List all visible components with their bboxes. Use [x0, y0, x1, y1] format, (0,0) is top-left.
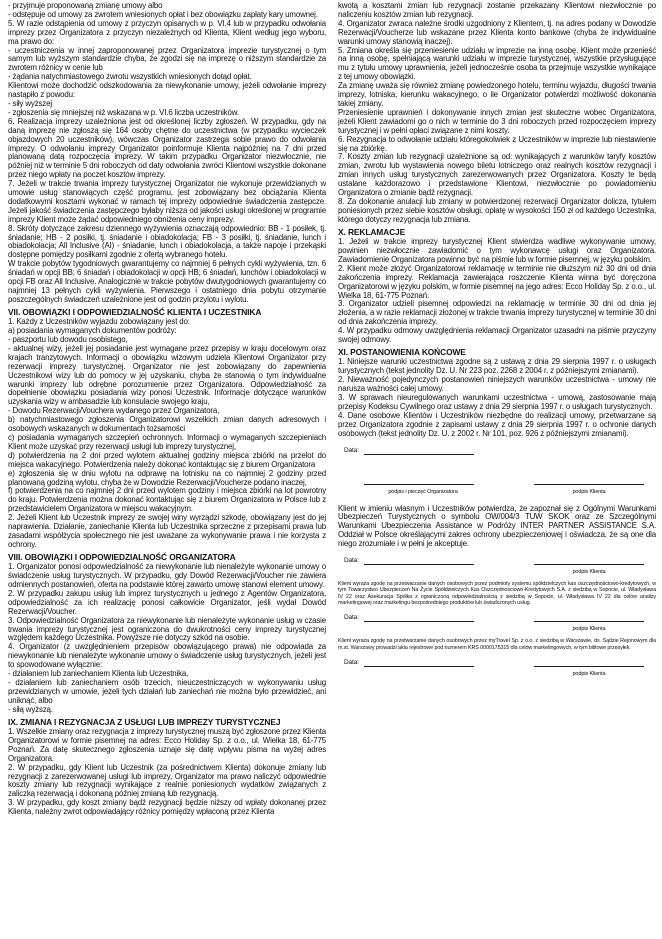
- date-line[interactable]: [364, 454, 474, 455]
- paragraph: 5. W razie odstąpienia od umowy z przyczyn opisanych w p. VI.4 lub w przypadku odwołania imprezy przez Organizatora z przyczyn niezależnych od Klienta, Klient według jego wyboru, ma prawo do:: [8, 18, 326, 46]
- paragraph: - siły wyższej: [8, 98, 52, 108]
- organizer-signature-line[interactable]: [364, 484, 474, 485]
- paragraph: 8. Skróty dotyczące zakresu dziennego wyżywienia oznaczają odpowiednio: BB - 1 posiłek, tj. śniadanie; HB - 2 posiłki, tj. śniadanie i obiadokolacja; FB - 3 posiłki, tj. śniadanie, lunch i obiadokolacja; All Inclusive (AI) - śniadanie, lunch i obiadokolacja, a także napoje i przekąski dostępne pomiędzy posiłkami zgodnie z ofertą wybranego hotelu.: [8, 223, 326, 260]
- paragraph: b) natychmiastowego zgłoszenia Organizatorowi wszelkich zmian danych adresowych i osobowych wskazanych w dokumentach tożsamości: [8, 415, 326, 434]
- paragraph: - działaniem lub zaniechaniem osób trzecich, nieuczestniczących w wykonywaniu usług przewidzianych w umowie, jeżeli tych działań lub zaniechań nie można było przewidzieć, ani uniknąć, albo: [8, 677, 326, 705]
- paragraph: - zgłoszenia się mniejszej niż wskazana w p. VI.6 liczba uczestników.: [8, 107, 239, 117]
- signature-row: [338, 557, 656, 581]
- paragraph: 3. W sprawach nieuregulowanych warunkami uczestnictwa - umową, zastosowanie mają przepisy Kodeksu Cywilnego oraz ustawy z dnia 29 sierpnia 1997 r. o usługach turystycznych.: [338, 392, 656, 411]
- section-heading-vii: VII. OBOWIĄZKI I ODPOWIEDZIALNOŚĆ KLIENTA I UCZESTNIKA: [8, 306, 262, 317]
- signature-block-3: [338, 614, 656, 638]
- data-processing-consent: Klient wyraża zgodę na przetwarzanie danych osobowych przez myTravel Sp. z o.o. z siedzibą w Warszawie, ds. Sądzie Rejonowym dla m.st. Warszawy prowadzi akta rejestrowe pod numerem KRS 0000175315 dla celów marketingowych, w tym bilitowe przesyłek.: [338, 638, 656, 651]
- organizer-signature-caption: podpis i pieczęć Organizatora: [388, 488, 458, 495]
- paragraph: - Dowodu Rezerwacji/Vouchera wydanego przez Organizatora,: [8, 406, 220, 416]
- paragraph: 4. Dane osobowe Klientów i Uczestników niezbędne do realizacji umowy, przetwarzane są przez Organizatora zgodnie z zapisami ustawy z dnia 29 sierpnia 1997 r. o ochronie danych osobowych (tekst jednolity Dz. U. z 2002 r. Nr 101, poz. 926 z późniejszymi zmianami).: [338, 410, 656, 438]
- client-signature-caption: podpis Klienta: [572, 670, 606, 677]
- date-line[interactable]: [364, 621, 474, 622]
- date-label: Data:: [344, 658, 359, 666]
- client-signature-line[interactable]: [534, 621, 644, 622]
- paragraph: 3. Organizator udzieli pisemnej odpowiedzi na reklamację w terminie 30 dni od dnia jej złożenia, a w razie reklamacji złożonej w trakcie trwania imprezy turystycznej w terminie 30 dni od dnia zakończenia imprezy.: [338, 299, 656, 327]
- left-column: [8, 2, 326, 937]
- section-heading-xi: XI. POSTANOWIENIA KOŃCOWE: [338, 346, 466, 357]
- marketing-consent: Klient wyraża zgodę na przetwarzanie danych osobowych przez podmioty systemu spółdzielczych kas oszczędnościowo-kredytowych, w tym Towarzystwo Ubezpieczeń Na Życie Spółdzielczych Kas Oszczędnościowo-Kredytowych S.A. z siedzibą w Sopocie, ul. Władysława IV 22 oraz Asekuracja Spółka z ograniczoną odpowiedzialnością z siedzibą w Sopocie, ul. Władysława IV 22 dla celów analizy marketingowej oraz marketingu bezpośredniego produktów lub świadczonych usług.: [338, 581, 656, 606]
- paragraph: 6. Realizacja imprezy uzależniona jest od określonej liczby zgłoszeń. W przypadku, gdy na daną imprezę nie zgłoszą się 164 osoby chętne do uczestnictwa (w przypadku wycieczek objazdowych 20 uczestników), wówczas Organizator zastrzega sobie prawo do odwołania imprezy. O odwołaniu imprezy Organizator poinformuje Klienta najpóźniej na 7 dni przed planowaną datą rozpoczęcia imprezy. W takim przypadku Organizator niezwłocznie, nie później niż w terminie 5 dni roboczych od daty odwołania zwróci Klientowi wszystkie dokonane przez niego wpłaty na poczet kosztów imprezy.: [8, 116, 326, 180]
- paragraph: 4. W przypadku odmowy uwzględnienia reklamacji Organizator uzasadni na piśmie przyczyny swojej odmowy.: [338, 326, 656, 345]
- paragraph: - siłą wyższą.: [8, 704, 53, 714]
- paragraph: 2. W przypadku, gdy Klient lub Uczestnik (za pośrednictwem Klienta) dokonuje zmiany lub rezygnacji z zarezerwowanej usługi lub imprezy, Organizator ma prawo naliczyć odpowiednie koszty zmiany lub rezygnacji wynikające z realnie poniesionych wydatków związanych z zaliczką rezerwacją i dokonaną później zmianą lub rezygnacją.: [8, 762, 326, 799]
- paragraph: a) posiadania wymaganych dokumentów podróży:: [8, 326, 177, 336]
- signature-block-2: [338, 557, 656, 581]
- paragraph: 4. Organizator (z uwzględnieniem przepisów obowiązującego prawa) nie odpowiada za niewykonanie lub nienależyte wykonanie umowy o świadczenie usług turystycznych, jeżeli jest to spowodowane wyłącznie:: [8, 642, 326, 670]
- signature-row: [338, 447, 656, 471]
- paragraph: 1. Każdy z Uczestników wyjazdu zobowiązany jest do:: [8, 317, 190, 327]
- client-signature-caption: podpis Klienta: [572, 569, 606, 576]
- client-signature-line[interactable]: [534, 666, 644, 667]
- paragraph: 1. Wszelkie zmiany oraz rezygnacja z imprezy turystycznej muszą być zgłoszone przez Klienta Organizatorowi w formie pisemnej na adres: Ecco Holiday Sp. z o.o., ul. Wielka 18, 61-775 Poznań. Za datę skutecznego zgłoszenia uznaje się datę wpływu pisma na wyżej adres Organizatora.: [8, 727, 326, 763]
- client-signature-line[interactable]: [534, 484, 644, 485]
- paragraph: - paszportu lub dowodu osobistego,: [8, 335, 128, 345]
- date-label: Data:: [344, 446, 359, 454]
- paragraph: 3. Odpowiedzialność Organizatora za niewykonanie lub nienależyte wykonanie usług w czasie trwania imprezy turystycznej jest ograniczona do dwukrotności ceny imprezy turystycznej względem każdego Uczestnika. Powyższe nie dotyczy szkód na osobie.: [8, 615, 326, 643]
- section-heading-ix: IX. ZMIANA I REZYGNACJA Z USŁUGI LUB IMPREZY TURYSTYCZNEJ: [8, 716, 281, 727]
- paragraph: 6. Rezygnacja to odwołanie udziału któregokolwiek z Uczestników w imprezie lub niestawienie się na zbiórkę.: [338, 134, 656, 153]
- paragraph: - działaniem lub zaniechaniem Klienta lub Uczestnika,: [8, 669, 189, 679]
- paragraph: - żądania natychmiastowego zwrotu wszystkich wniesionych dotąd opłat.: [8, 72, 252, 82]
- section-heading-viii: VIII. OBOWIĄZKI I ODPOWIEDZIALNOŚĆ ORGANIZATORA: [8, 551, 236, 562]
- client-signature-line[interactable]: [534, 564, 644, 565]
- paragraph: e) zgłoszenia się w dniu wylotu na odprawę na lotnisku na co najmniej 2 godziny przed planowaną godziną wylotu, chyba że w Dowodzie Rezerwacji/Voucherze podano inaczej,: [8, 468, 326, 487]
- signature-block-4: [338, 659, 656, 683]
- paragraph: 2. Jeżeli Klient lub Uczestnik imprezy ze swojej winy wyrządzi szkodę, obowiązany jest do jej naprawienia. Działanie, zaniechanie Klienta lub Uczestnika sprzeczne z przepisami prawa lub zasadami współżycia społecznego nie jest uważane za wykonywanie prawa i nie korzysta z ochrony.: [8, 513, 326, 549]
- client-signature-caption: podpis Klienta: [572, 488, 606, 495]
- paragraph: 3. W przypadku, gdy koszt zmiany bądź rezygnacji będzie niższy od wpłaty dokonanej przez Klienta, należny zwrot odpowiadający różnicy pomiędzy wpłaconą przez Klienta: [8, 798, 326, 817]
- paragraph: - uczestniczenia w innej zaproponowanej przez Organizatora imprezie turystycznej o tym samym lub wyższym standardzie chyba, że zgodzi się na imprezę o niższym standardzie za zwrotem różnicy w cenie lub: [8, 45, 326, 73]
- paragraph: 1. Organizator ponosi odpowiedzialność za niewykonanie lub nienależyte wykonanie umowy o świadczenie usług turystycznych. W przypadku, gdy Dowód Rezerwacji/Voucher nie zawiera odmiennych postanowień, oferta na podstawie której zawarto umowę stanowi element umowy.: [8, 562, 326, 589]
- paragraph: 2. Klient może złożyć Organizatorowi reklamację w terminie nie dłuższym niż 30 dni od dnia zakończenia imprezy. Reklamacja zawierająca roszczenie Klienta winna być doręczona Organizatorowi w języku polskim, w formie pisemnej na jego adres: Ecco Holiday Sp. z o.o., ul. Wielka 18, 61-775 Poznań.: [338, 263, 656, 300]
- right-column: [338, 2, 656, 937]
- paragraph: 4. Organizator zwraca należne środki uzgodniony z Klientem, tj. na adres podany w Dowodzie Rezerwacji/Voucherze lub wskazane przez Klienta konto bankowe (chyba że indywidualne warunki umowy stanowią inaczej).: [338, 18, 656, 46]
- date-label: Data:: [344, 557, 359, 565]
- paragraph: f) potwierdzenia na co najmniej 2 dni przed wylotem godziny i miejsca zbiórki na lot powrotny do kraju. Potwierdzenia można dokonać kontaktując się z biurem Organizatora w Polsce lub z przedstawicielem Organizatora w miejscu wakacyjnym.: [8, 486, 326, 514]
- paragraph: 5. Zmiana określa się przeniesienie udziału w imprezie na inną osobę. Klient może przenieść na inną osobę, spełniającą warunki udziału w imprezie turystycznej, wszystkie przysługujące mu z tytułu umowy uprawnienia, jeżeli jednocześnie osoba ta przejmuje wszystkie wynikające z tej umowy obowiązki.: [338, 45, 656, 82]
- paragraph: 7. Koszty zmian lub rezygnacji uzależnione są od: wynikających z warunków taryfy kosztów zmian, zwrotu lub wystawienia nowego biletu lotniczego oraz realnych kosztów rezygnacji i zmian innych usług turystycznych zarezerwowanych przez Organizatora. Koszty te będą ustalane każdorazowo i przedstawione Klientowi, niezwłocznie po powiadomieniu Organizatora o zmianie bądź rezygnacji.: [338, 152, 656, 198]
- date-line[interactable]: [364, 666, 474, 667]
- paragraph: Przeniesienie uprawnień i dokonywanie innych zmian jest skuteczne wobec Organizatora, jeżeli Klient zawiadomi go o nich w terminie do 3 dni roboczych przed rozpoczęciem imprezy turystycznej i w pełni opłaci związane z nimi koszty.: [338, 107, 656, 135]
- paragraph: Klientowi może dochodzić odszkodowania za niewykonanie umowy, jeżeli odwołanie imprezy nastąpiło z powodu:: [8, 81, 326, 100]
- paragraph: W trakcie pobytów tygodniowych gwarantujemy co najmniej 6 pełnych cykli wyżywienia, tzn. 6 śniadań w opcji BB; 6 śniadań i obiadokolacji w opcji HB; 6 śniadań, lunchów i obiadokolacji w opcji FB oraz All Inclusive. Analogicznie w trakcie pobytów dwutygodniowych gwarantujemy co najmniej 13 pełnych cykli wyżywienia. Pierwszego i ostatniego dnia pobytu otrzymanie poszczególnych świadczeń uzależnione jest od godzin przylotu i wylotu.: [8, 259, 326, 304]
- paragraph: Za zmianę uważa się również zmianę powiedzonego hotelu, terminu wyjazdu, długości trwania imprezy, lotniska, kierunku wakacyjnego, o ile Organizator potwierdzi możliwość dokonania takiej zmiany.: [338, 81, 656, 108]
- signature-row: [338, 477, 656, 501]
- paragraph: 2. Nieważność pojedynczych postanowień niniejszych warunków uczestnictwa - umowy nie narusza ważności całej umowy.: [338, 375, 656, 394]
- insurance-statement: Klient w imieniu własnym i Uczestników potwierdza, że zapoznał się z Ogólnymi Warunkami Ubezpieczeń Turystycznych o symbolu OW/004/3 TUW SKOK oraz ze Szczególnymi Warunkami Ubezpieczenia Assistance w Podróży INTER PARTNER ASSISTANCE S.A. Oddział w Polsce określającymi zakres ochrony ubezpieczeniowej i oświadcza, że są one dla niego zrozumiałe i w pełni je akceptuje.: [338, 503, 656, 549]
- paragraph: 1. Niniejsze warunki uczestnictwa zgodne są z ustawą z dnia 29 sierpnia 1997 r. o usługach turystycznych (tekst jednolity Dz. U. Nr 223 poz. 2268 z 2004 r. z późniejszymi zmianami).: [338, 357, 656, 376]
- paragraph: c) posiadania wymaganych szczepień ochronnych. Informacji o wymaganych szczepieniach Klient może uzyskać przy rezerwacji usługi lub imprezy turystycznej,: [8, 433, 326, 451]
- date-label: Data:: [344, 614, 359, 622]
- signature-row: [338, 614, 656, 638]
- paragraph: - przyjmuje proponowaną zmianę umowy albo: [8, 2, 163, 10]
- paragraph: d) potwierdzenia na 2 dni przed wylotem aktualnej godziny miejsca zbiórki na przelot do miejsca wakacyjnego. Potwierdzenia należy dokonać kontaktując się z biurem Organizatora: [8, 450, 326, 469]
- client-signature-caption: podpis Klienta: [572, 626, 606, 633]
- paragraph: kwotą a kosztami zmian lub rezygnacji zostanie przekazany Klientowi niezwłocznie po naliczeniu kosztów zmian lub rezygnacji.: [338, 2, 656, 19]
- date-line[interactable]: [364, 564, 474, 565]
- paragraph: - aktualnej wizy, jeżeli jej posiadanie jest wymagane przez przepisy w kraju docelowym oraz krajach tranzytowych. Informacji o obowiązku wizowym udziela Klientowi Organizator przy rezerwacji imprezy turystycznej. Organizator nie jest zobowiązany do zapewnienia Uczestnikowi wizy lub do pomocy w jej uzyskaniu, chyba że stanowią o tym indywidualne warunki imprezy lub odrębne porozumienie przez Organizatora. Odpowiedzialność za dopełnienie obowiązku posiadania wizy ponosi Uczestnik. Informacje dotyczące warunków uzyskania wizy w ambasadzie lub konsulacie swojego kraju,: [8, 343, 326, 407]
- signature-block-1: [338, 447, 656, 501]
- paragraph: 8. Za dokonanie anulacji lub zmiany w potwierdzonej rezerwacji Organizator dolicza, tytułem poniesionych przez siebie kosztów obsługi, opłatę w wysokości 150 zł od każdego Uczestnika, którego dotyczy rezygnacja lub zmiana.: [338, 196, 656, 224]
- paragraph: 1. Jeżeli w trakcie imprezy turystycznej Klient stwierdza wadliwe wykonywanie umowy, powinien niezwłocznie zawiadomić o tym wykonawcę usługi oraz Organizatora. Zawiadomienie Organizatora powinno być na piśmie lub w formie pisemnej, w języku polskim.: [338, 237, 656, 264]
- paragraph: 2. W przypadku zakupu usług lub imprez turystycznych u jednego z Agentów Organizatora, odpowiedzialność za ich realizację ponosi całkowicie Organizator, jeśli wydał Dowód Rezerwacji/Voucher.: [8, 588, 326, 616]
- section-heading-x: X. REKLAMACJE: [338, 226, 406, 237]
- paragraph: 7. Jeżeli w trakcie trwania imprezy turystycznej Organizator nie wykonuje przewidzianych w umowie usług stanowiących część programu, jest zobowiązany bez obciążania Klienta dodatkowymi kosztami wykonać w ramach tej imprezy odpowiednie świadczenia zastępcze. Jeżeli jakość świadczenia zastępczego byłaby niższa od jakości usługi określonej w programie imprezy Klient może żądać odpowiedniego obniżenia ceny imprezy.: [8, 179, 326, 224]
- signature-row: [338, 659, 656, 683]
- paragraph: - odstępuje od umowy za zwrotem wniesionych opłat i bez obowiązku zapłaty kary umownej.: [8, 9, 318, 19]
